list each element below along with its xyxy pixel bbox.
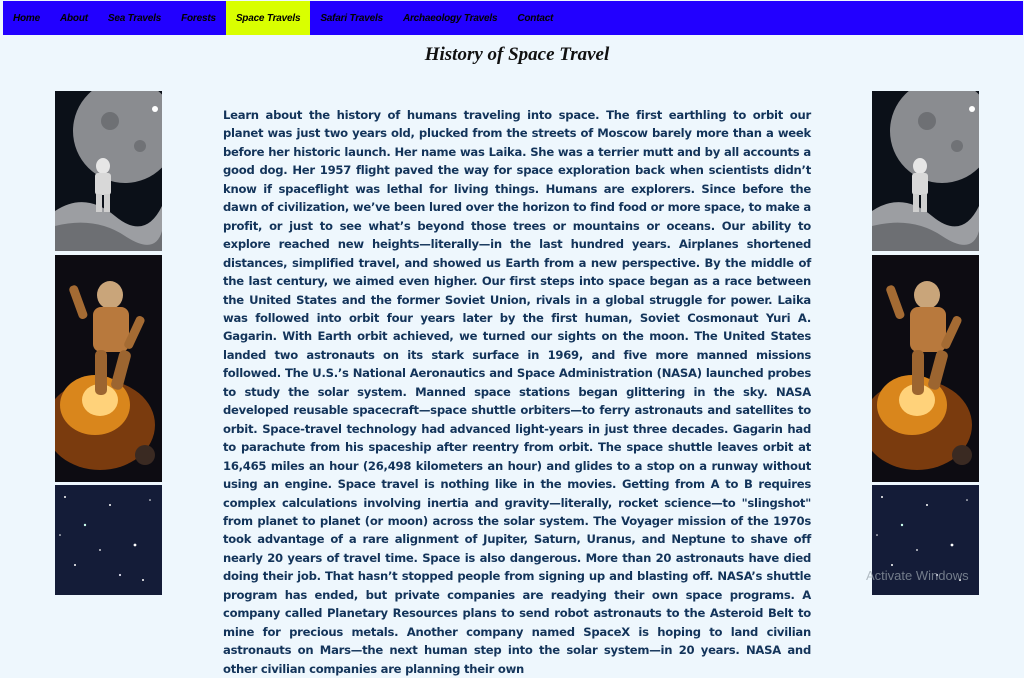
nav-item-contact[interactable]: Contact (517, 12, 554, 24)
nav-item-sea-travels[interactable]: Sea Travels (107, 12, 162, 24)
nav-item-space-travels[interactable]: Space Travels (226, 1, 311, 35)
nav-item-home[interactable]: Home (13, 12, 40, 24)
nav-item-forests[interactable]: Forests (181, 12, 216, 24)
astronaut-flying-fire-image (872, 255, 979, 482)
activate-windows-watermark: Activate Windows (866, 568, 969, 583)
starfield-image (55, 485, 162, 595)
astronaut-on-moon-image (872, 91, 979, 251)
nav-item-safari-travels[interactable]: Safari Travels (320, 12, 383, 24)
astronaut-on-moon-image (55, 91, 162, 251)
astronaut-flying-fire-image (55, 255, 162, 482)
top-navigation-bar (3, 1, 1023, 35)
page-title: History of Space Travel (424, 44, 610, 65)
article-body-text: Learn about the history of humans traveling into space. The first earthling to orbit our planet was just two years old, plucked from the streets of Moscow barely more than a week before her historic launch. Her name was Laika. She was a terrier mutt and by all accounts a good dog. Her 1957 flight paved the way for space exploration back when scientists didn’t know if spaceflight was lethal for living things. Humans are explorers. Since before the dawn of civilization, we’ve been lured over the horizon to find food or more space, to make a profit, or just to see what’s beyond those trees or mountains or oceans. Our ability to explore reached new heights—literally—in the last hundred years. Airplanes shortened distances, simplified travel, and showed us Earth from a new perspective. By the middle of the last century, we aimed even higher. Our first steps into space began as a race between the United States and the former Soviet Union, rivals in a global struggle for power. Laika was followed into orbit four years later by the first human, Soviet Cosmonaut Yuri A. Gagarin. With Earth orbit achieved, we turned our sights on the moon. The United States landed two astronauts on its stark surface in 1969, and five more manned missions followed. The U.S.’s National Aeronautics and Space Administration (NASA) launched probes to study the solar system. Manned space stations began glittering in the sky. NASA developed reusable spacecraft—space shuttle orbiters—to ferry astronauts and satellites to orbit. Space-travel technology had advanced light-years in just three decades. Gagarin had to parachute from his spaceship after reentry from orbit. The space shuttle leaves orbit at 16,465 miles an hour (26,498 kilometers an hour) and glides to a stop on a runway without using an engine. Space travel is nothing like in the movies. Getting from A to B requires complex calculations involving inertia and gravity—literally, rocket science—to "slingshot" from planet to planet (or moon) across the solar system. The Voyager mission of the 1970s took advantage of a rare alignment of Jupiter, Saturn, Uranus, and Neptune to shave off nearly 20 years of travel time. Space is also dangerous. More than 20 astronauts have died doing their job. That hasn’t stopped people from signing up and blasting off. NASA’s shuttle program has ended, but private companies are readying their own space programs. A company called Planetary Resources plans to send robot astronauts to the Asteroid Belt to mine for precious metals. Another company named SpaceX is hoping to land civilian astronauts on Mars—the next human step into the solar system—in 20 years. NASA and other civilian companies are planning their own (223, 108, 811, 676)
nav-item-archaeology-travels[interactable]: Archaeology Travels (402, 12, 498, 24)
nav-item-about[interactable]: About (59, 12, 88, 24)
